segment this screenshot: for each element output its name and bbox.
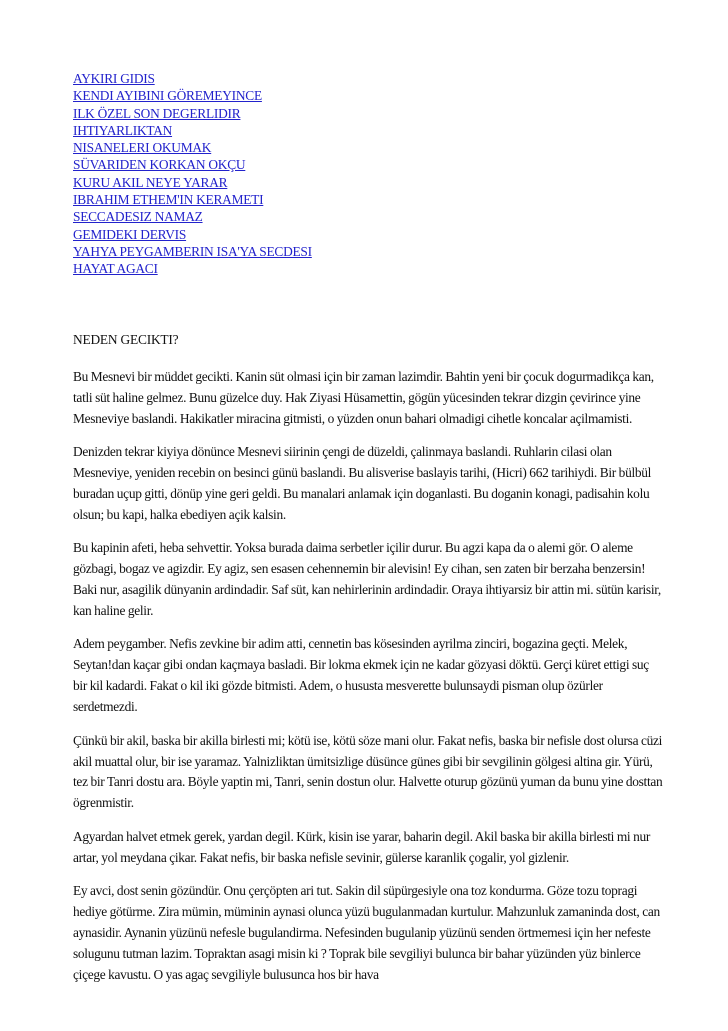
document-page: [73, 70, 663, 982]
toc-link[interactable]: SÜVARIDEN KORKAN OKÇU: [73, 157, 246, 173]
toc-link[interactable]: KURU AKIL NEYE YARAR: [73, 174, 228, 190]
toc-item: [73, 243, 663, 260]
toc-item: [73, 87, 663, 104]
section-body: [73, 367, 663, 998]
section-title: NEDEN GECIKTI?: [73, 332, 179, 347]
toc-item: [73, 122, 663, 139]
toc-item: [73, 191, 663, 208]
toc-link[interactable]: ILK ÖZEL SON DEGERLIDIR: [73, 105, 241, 121]
toc-link[interactable]: YAHYA PEYGAMBERIN ISA'YA SECDESI: [73, 243, 312, 259]
paragraph: Bu kapinin afeti, heba sehvettir. Yoksa burada daima serbetler içilir durur. Bu agzi kapa da o alemi gör. O aleme gözbagi, bogaz ve agizdir. Ey agiz, sen esasen cehennemin bir alevisin! Ey cihan, sen zaten bir berzaha benzersin! Baki nur, asagilik dünyanin ardindadir. Saf süt, kan nehirlerinin ardindadir. Oraya ihtiyarsiz bir attin mi. sütün karisir, kan haline gelir.: [73, 540, 661, 619]
toc-link[interactable]: GEMIDEKI DERVIS: [73, 226, 187, 242]
toc-link[interactable]: SECCADESIZ NAMAZ: [73, 209, 203, 225]
toc-item: [73, 174, 663, 191]
paragraph: Denizden tekrar kiyiya dönünce Mesnevi siirinin çengi de düzeldi, çalinmaya baslandi. Ruhlarin cilasi olan Mesneviye, yeniden recebin on besinci günü baslandi. Bu alisverise baslayis tarihi, (Hicri) 662 tarihiydi. Bir bülbül buradan uçup gitti, dönüp yine geri geldi. Bu manalari anlamak için doganlasti. Bu doganin konagi, padisahin kolu olsun; bu kapi, halka ebediyen açik kalsin.: [73, 444, 652, 522]
table-of-contents: [73, 70, 663, 278]
paragraph: Çünkü bir akil, baska bir akilla birlesti mi; kötü ise, kötü söze mani olur. Fakat nefis, baska bir nefisle dost olursa cüzi akil muattal olur, bir ise yaramaz. Yalnizliktan ümitsizlige düsünce günes gibi bir sevgilinin gölgesi altina gir. Yürü, tez bir Tanri dostu ara. Böyle yaptin mi, Tanri, senin dostun olur. Halvette oturup gözünü yuman da bunu yine dosttan ögrenmistir.: [73, 732, 663, 811]
toc-item: [73, 260, 663, 277]
paragraph: Adem peygamber. Nefis zevkine bir adim atti, cennetin bas kösesinden ayrilma zinciri, bogazina geçti. Melek, Seytan!dan kaçar gibi ondan kaçmaya basladi. Bir lokma ekmek için ne kadar gözyasi döktü. Gerçi küret ettigi suç bir kil kadardi. Fakat o kil iki gözde bitmisti. Adem, o hususta mesverette bulunsaydi pisman olup özürler serdetmezdi.: [73, 636, 649, 715]
toc-item: [73, 139, 663, 156]
paragraph: Agyardan halvet etmek gerek, yardan degil. Kürk, kisin ise yarar, baharin degil. Akil baska bir akilla birlesti mi nur artar, yol meydana çikar. Fakat nefis, bir baska nefisle sevinir, gülerse karanlik çogalir, yol gizlenir.: [73, 828, 651, 865]
toc-link[interactable]: HAYAT AGACI: [73, 261, 158, 277]
toc-link[interactable]: IHTIYARLIKTAN: [73, 122, 173, 138]
toc-item: [73, 156, 663, 173]
toc-item: [73, 105, 663, 122]
toc-link[interactable]: IBRAHIM ETHEM'IN KERAMETI: [73, 192, 264, 208]
toc-link[interactable]: NISANELERI OKUMAK: [73, 140, 212, 156]
toc-link[interactable]: AYKIRI GIDIS: [73, 71, 155, 86]
paragraph: Bu Mesnevi bir müddet gecikti. Kanin süt olmasi için bir zaman lazimdir. Bahtin yeni bir çocuk dogurmadikça kan, tatli süt haline gelmez. Bunu güzelce duy. Hak Ziyasi Hüsamettin, gögün yücesinden tekrar dizgin çevirince yine Mesneviye baslandi. Hakikatler miracina gitmisti, o yüzden onun bahari olmadigi cihetle koncalar açilmamisti.: [73, 369, 654, 426]
toc-item: [73, 226, 663, 243]
toc-item: [73, 208, 663, 225]
toc-link[interactable]: KENDI AYIBINI GÖREMEYINCE: [73, 88, 262, 104]
toc-item: [73, 70, 663, 87]
paragraph: Ey avci, dost senin gözündür. Onu çerçöpten ari tut. Sakin dil süpürgesiyle ona toz kondurma. Göze tozu topragi hediye götürme. Zira mümin, müminin aynasi olunca yüzü bugulanmadan kurtulur. Mahzunluk zamaninda dost, can aynasidir. Aynanin yüzünü nefesle bugulandirma. Nefesinden bugulanip yüzünü senden örtmemesi için her nefeste solugunu tutman lazim. Topraktan asagi misin ki ? Toprak bile sevgiliyi bulunca bir bahar yüzünden yüz binlerce çiçege kavustu. O yas agaç sevgiliyle bulusunca hos bir hava: [73, 883, 660, 982]
